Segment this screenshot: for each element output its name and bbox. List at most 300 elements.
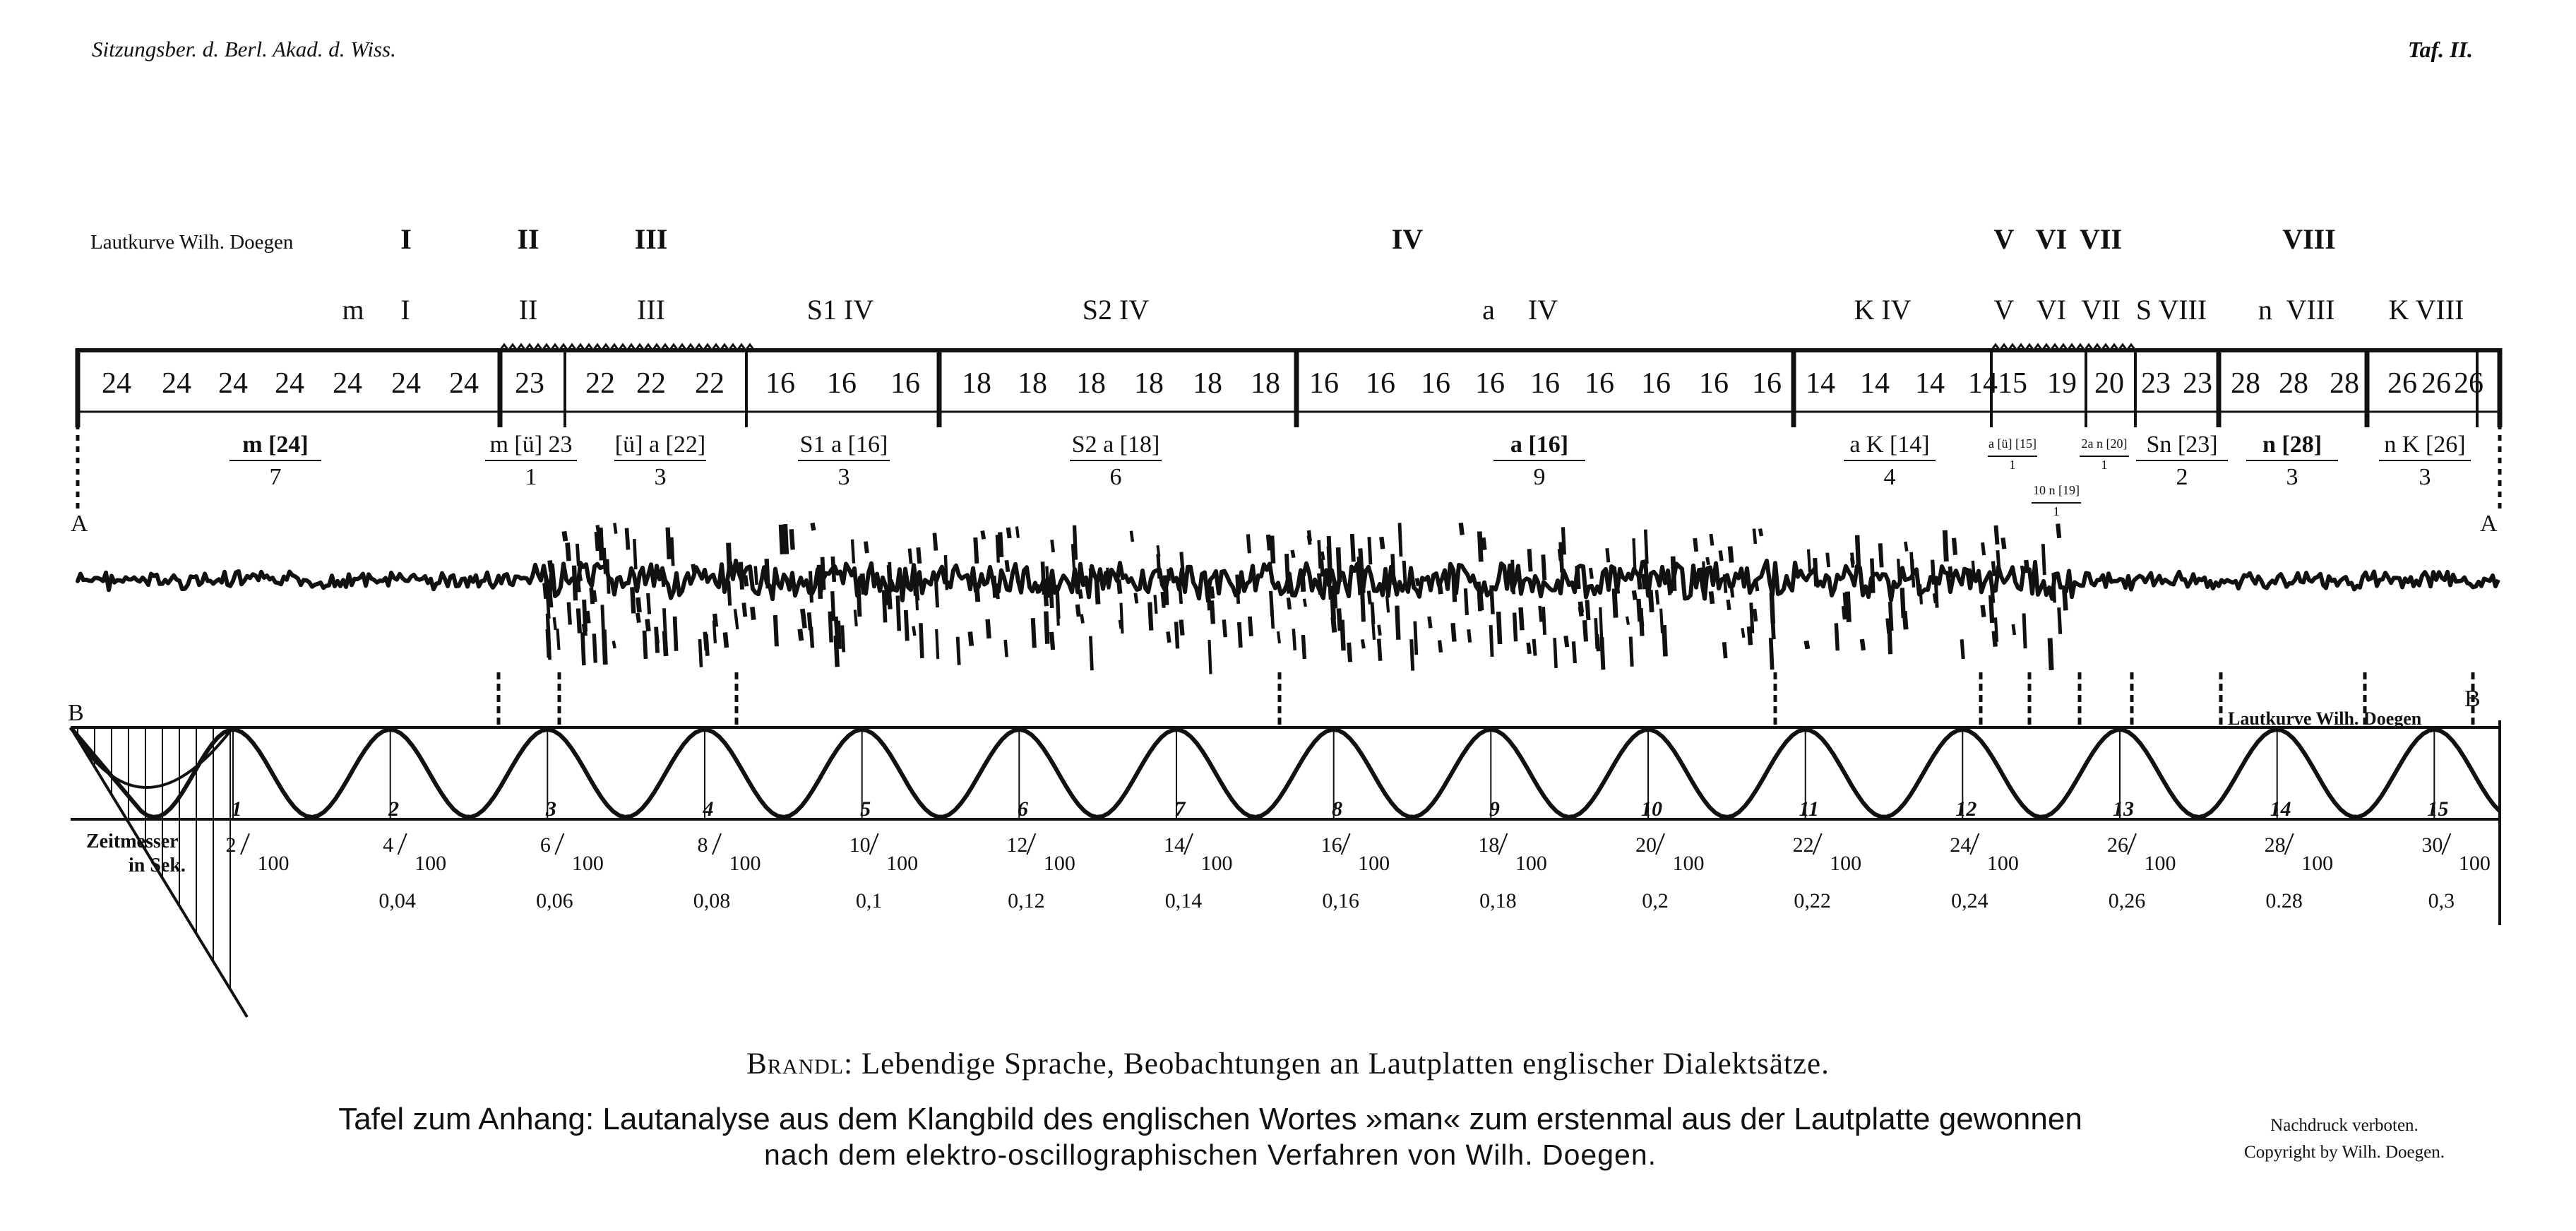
oscillogram-stroke [1469,629,1470,643]
oscillogram-stroke [1352,534,1354,561]
oscillogram-stroke [634,539,636,569]
oscillogram-stroke [1730,547,1731,563]
period-value: 18 [1134,367,1164,400]
oscillogram-stroke [1304,599,1306,607]
oscillogram-stroke [1742,628,1743,638]
sound-analysis-label: m [ü] 23 [489,432,573,458]
oscillogram-stroke [1097,578,1098,604]
segment-tick-marks [499,672,2473,727]
oscillogram-stroke [1091,569,1092,577]
oscillogram-stroke [1707,557,1709,565]
sound-analysis-count: 3 [2286,464,2298,490]
fraction-slash [1027,833,1035,855]
oscillogram-stroke [1303,635,1304,659]
oscillogram-stroke [558,629,559,650]
oscillogram-stroke [1808,549,1810,572]
oscillogram-stroke [554,617,556,630]
oscillogram-stroke [725,632,727,648]
wave-number: 8 [1332,797,1343,821]
oscillogram-stroke [859,583,860,617]
oscillogram-stroke [1349,643,1350,662]
oscillogram-stroke [550,561,551,572]
oscillogram-stroke [662,569,664,587]
oscillogram-stroke [1120,620,1121,629]
sound-analysis-label: Sn [23] [2146,432,2218,458]
oscillogram-stroke [1046,612,1047,644]
oscillogram-stroke [1278,631,1280,643]
oscillogram-stroke [812,523,813,530]
oscillogram-stroke [729,543,730,576]
oscillogram-stroke [1889,619,1890,654]
period-value: 22 [695,367,724,400]
oscillogram-stroke [1728,600,1729,610]
oscillogram-stroke [1902,588,1904,618]
oscillogram-stroke [1461,523,1462,535]
oscillogram-stroke [1701,568,1703,580]
oscillogram-stroke [823,557,824,590]
fraction-denominator: 100 [1515,852,1547,875]
oscillogram-stroke [1771,638,1772,670]
oscillogram-stroke [997,535,998,562]
oscillogram-stroke [2064,590,2065,610]
oscillogram-stroke [1935,593,1936,603]
oscillogram-stroke [1657,590,1658,605]
fraction-numerator: 28 [2264,833,2286,857]
oscillogram-stroke [584,624,585,636]
oscillogram-stroke [1404,561,1405,586]
oscillogram-stroke [833,557,834,582]
wave-number: 3 [545,797,556,821]
oscillogram-stroke [741,562,742,590]
oscillogram-stroke [1521,607,1522,630]
oscillogram-stroke [564,531,566,541]
oscillogram-stroke [1287,554,1288,584]
sound-analysis-count: 1 [2053,504,2060,518]
oscillogram-stroke [648,619,649,631]
oscillogram-stroke [1627,617,1628,625]
oscillogram-stroke [1711,591,1712,604]
oscillogram-stroke [830,612,831,643]
oscillogram-stroke [1806,641,1808,648]
period-value: 28 [2279,367,2308,400]
segment-label-7: a [1482,294,1495,326]
oscillogram-stroke [1483,537,1484,549]
oscillogram-stroke [1898,559,1900,582]
oscillogram-stroke [1587,600,1589,621]
caption-line-1 [0,1047,2576,1081]
oscillogram-stroke [1580,607,1582,616]
fraction-denominator: 100 [1830,852,1862,875]
oscillogram-stroke [604,548,605,574]
sound-analysis-count: 1 [2009,458,2016,472]
oscillogram-stroke [2043,544,2044,575]
period-value: 20 [2094,367,2124,400]
oscillogram-stroke [833,591,834,621]
oscillogram-stroke [1440,641,1441,653]
roman-top-4: IV [1391,223,1424,255]
oscillogram-stroke [1057,595,1059,626]
plate-number: Taf. II. [2407,37,2473,62]
oscillogram-stroke [2050,638,2051,670]
period-value: 23 [2141,367,2171,400]
timer-label-zeitmesser: Zeitmesser [86,831,179,852]
roman-top-2: II [517,223,539,255]
oscillogram-stroke [1724,642,1726,658]
fraction-slash [398,833,407,855]
oscillogram-stroke [756,566,757,585]
oscillogram-stroke [664,631,666,656]
oscillogram-stroke [842,625,844,652]
oscillogram-stroke [1731,587,1733,597]
oscillogram-stroke [588,611,589,623]
oscillogram-stroke [1080,590,1081,599]
oscillogram-stroke [1017,527,1018,538]
oscillogram-stroke [594,634,595,662]
oscillogram-stroke [1439,583,1441,594]
oscillogram-stroke [775,615,777,646]
sound-analysis-count: 1 [525,464,537,490]
wave-number: 7 [1174,797,1186,821]
oscillogram-stroke [1912,552,1913,578]
seconds-label: 0,04 [378,889,416,912]
oscillogram-stroke [1641,608,1642,636]
fraction-denominator: 100 [1672,852,1705,875]
oscillogram-stroke [1639,575,1640,590]
oscillogram-stroke [921,623,922,658]
period-value: 23 [515,367,544,400]
oscillogram-stroke [1006,560,1008,572]
plate-header-left: Sitzungsber. d. Berl. Akad. d. Wiss. [92,37,396,61]
oscillogram-stroke [1051,632,1053,650]
oscillogram-stroke [1945,530,1946,561]
period-value: 24 [333,367,362,400]
oscillogram-stroke [1872,559,1873,593]
segment-label-8: IV [1527,294,1558,326]
oscillogram-stroke [1755,609,1756,622]
oscillogram-stroke [1491,625,1492,657]
timer-curve-label: Lautkurve Wilh. Doegen [2228,708,2422,729]
fraction-denominator: 100 [415,852,447,875]
oscillogram-stroke [1239,622,1241,648]
oscillogram-stroke [1600,607,1602,642]
oscillogram-stroke [781,525,782,554]
oscillogram-stroke [645,631,646,659]
oscillogram-stroke [1998,550,1999,569]
oscillogram-stroke [1271,591,1272,617]
roman-top-5: V [1993,223,2015,255]
oscillogram-stroke [811,571,812,603]
oscillogram-stroke [936,582,938,607]
oscillogram-stroke [547,629,549,658]
oscillogram-stroke [1724,574,1726,593]
period-table [78,345,2500,427]
period-value: 16 [1530,367,1560,400]
period-value: 16 [827,367,857,400]
oscillogram-stroke [1479,582,1480,612]
oscillogram-stroke [1176,622,1178,649]
segment-label-5: S1 IV [806,294,874,326]
oscillogram-stroke [1078,605,1079,617]
fraction-slash [1813,833,1822,855]
oscillogram-stroke [1333,617,1335,632]
oscillogram-stroke [1973,561,1974,579]
time-scale-labels [226,797,2491,912]
wave-number: 5 [860,797,871,821]
fraction-numerator: 22 [1792,833,1814,857]
oscillogram-stroke [1664,625,1666,656]
fraction-denominator: 100 [886,852,919,875]
oscillogram-stroke [1212,587,1213,599]
sound-analysis-label: a K [14] [1849,432,1930,458]
fraction-slash [1342,833,1350,855]
period-value: 16 [1752,367,1782,400]
oscillogram-stroke [1338,547,1340,582]
oscillogram-stroke [916,582,917,611]
wave-number: 6 [1017,797,1028,821]
oscillogram-stroke [1368,591,1370,605]
oscillogram-stroke [1577,566,1578,589]
oscillogram-stroke [1212,600,1213,624]
oscillogram-stroke [752,607,753,619]
fraction-denominator: 100 [571,852,604,875]
oscillogram-stroke [1107,568,1109,590]
oscillogram-stroke [1720,551,1722,561]
oscillogram-stroke [1544,607,1545,635]
oscillogram-stroke [1387,596,1388,613]
wave-number: 12 [1955,797,1977,821]
sound-analysis-label: n [28] [2262,432,2322,458]
wave-number: 14 [2270,797,2291,821]
oscillogram-stroke [1530,549,1531,571]
oscillogram-stroke [1052,540,1054,552]
oscillogram-stroke [910,549,911,564]
seconds-label: 0,06 [536,889,573,912]
oscillogram-stroke [583,632,584,665]
oscillogram-stroke [1602,637,1603,670]
seconds-label: 0,18 [1479,889,1517,912]
seconds-label: 0,22 [1794,889,1831,912]
oscillogram-stroke [1954,538,1955,555]
oscillogram-stroke [970,631,972,646]
oscillogram-stroke [2053,573,2055,602]
oscillogram-stroke [1381,537,1383,549]
seconds-label: 0,16 [1322,889,1359,912]
oscillogram-stroke [1857,535,1859,569]
oscillogram-stroke [574,566,576,601]
oscillogram-stroke [913,626,914,636]
oscillogram-stroke [1362,639,1364,648]
sound-analysis-label: S2 a [18] [1071,432,1160,458]
oscillogram-stroke [1051,581,1052,608]
period-value: 16 [890,367,920,400]
fraction-denominator: 100 [729,852,761,875]
oscillogram-stroke [1369,537,1371,564]
oscillogram-stroke [1453,623,1455,641]
oscillogram-stroke [668,528,669,559]
oscillogram-stroke [1302,570,1304,591]
segment-label-16: K VIII [2388,294,2464,326]
period-value: 23 [2183,367,2212,400]
oscillogram-stroke [1643,574,1645,590]
fraction-denominator: 100 [2144,852,2176,875]
oscillogram-stroke [2003,538,2004,549]
oscillogram-stroke [1634,538,1635,573]
oscillogram-stroke [614,641,615,648]
oscillogram-stroke [982,531,984,540]
oscillogram-stroke [1379,639,1381,661]
oscillogram-stroke [852,540,854,564]
oscillogram-stroke [700,639,701,667]
seconds-label: 0,2 [1642,889,1669,912]
oscillogram-stroke [1491,585,1493,614]
fraction-slash [1184,833,1193,855]
segment-label-10: V [1993,294,2015,326]
oscillogram-stroke [715,614,716,626]
oscillogram-stroke [1453,571,1454,587]
fraction-numerator: 6 [539,833,551,857]
oscillogram-stroke [1563,527,1564,554]
oscillogram-stroke [614,523,616,534]
sound-analysis-label: a [16] [1510,432,1569,458]
oscillogram-stroke [1614,588,1616,617]
fraction-slash [1656,833,1664,855]
wave-number: 4 [703,797,714,821]
oscillogram-stroke [1268,535,1270,550]
legend-label: Lautkurve Wilh. Doegen [90,231,294,254]
oscillogram-stroke [1465,588,1467,615]
period-value: 16 [1475,367,1505,400]
oscillogram-stroke [2013,624,2015,635]
roman-top-6: VI [2035,223,2068,255]
oscillogram-stroke [767,559,768,588]
period-value: 22 [636,367,666,400]
oscillogram-stroke [1754,529,1755,545]
oscillogram-stroke [1208,581,1210,611]
oscillogram-stroke [638,597,640,612]
oscillogram-stroke [836,636,837,667]
oscillogram-stroke [996,583,998,599]
oscillogram-stroke [1090,636,1092,671]
oscillogram-stroke [898,595,899,631]
oscillogram-stroke [1224,619,1225,637]
period-value: 24 [275,367,304,400]
oscillogram-stroke [975,537,977,564]
oscillogram-stroke [1993,561,1994,576]
segment-label-1: m [342,294,364,326]
fraction-numerator: 16 [1320,833,1342,857]
fraction-numerator: 4 [383,833,394,857]
period-value: 16 [765,367,795,400]
marker-a-left: A [71,511,88,537]
period-value: 24 [102,367,131,400]
segment-label-2: I [400,294,410,326]
oscillogram-stroke [1673,557,1674,591]
oscillogram-stroke [1617,583,1618,594]
period-value: 14 [1860,367,1890,400]
wave-number: 1 [231,797,242,821]
oscillogram-stroke [811,627,813,648]
oscillogram-stroke [918,547,919,564]
oscillogram-stroke [600,528,602,560]
fraction-slash [2128,833,2136,855]
marker-a-right: A [2480,511,2498,537]
segment-label-9: K IV [1854,294,1912,326]
wave-number: 15 [2427,797,2449,821]
oscillogram-stroke [855,609,857,626]
oscillogram-stroke [1321,559,1323,577]
oscillogram-stroke [1319,573,1320,595]
sound-analysis-label: m [24] [242,432,309,458]
roman-top-7: VII [2079,223,2123,255]
oscillogram-stroke [2058,524,2059,538]
oscillogram-stroke [1372,602,1373,624]
sound-analysis-count: 1 [2101,458,2108,472]
oscillogram-stroke [594,590,595,602]
oscillogram-stroke [591,588,592,604]
oscillogram-stroke [809,612,811,630]
fraction-slash [1970,833,1979,855]
oscillogram-stroke [1585,620,1586,641]
fraction-numerator: 30 [2421,833,2443,857]
oscillogram-stroke [906,577,907,587]
period-value: 14 [1806,367,1835,400]
oscillogram-stroke [1158,554,1159,579]
oscillogram-stroke [1033,618,1034,648]
timer-wave [71,727,2500,817]
oscillogram-stroke [1862,639,1864,650]
oscillogram-stroke [1815,558,1816,586]
oscillogram-stroke [862,573,864,595]
period-value: 14 [1968,367,1998,400]
oscillogram-stroke [675,617,676,651]
oscillogram-stroke [1308,535,1310,545]
oscillogram-stroke [994,576,995,597]
oscillogram-stroke [1596,618,1597,648]
oscillogram-stroke [1119,580,1120,594]
period-value: 16 [1366,367,1395,400]
oscillogram-stroke [1162,592,1164,608]
sound-analysis-count: 4 [1883,464,1896,490]
segment-label-4: III [637,294,665,326]
oscillogram-stroke [946,555,947,590]
oscillogram-stroke [736,617,737,630]
oscillogram-stroke [890,562,891,593]
period-value: 16 [1421,367,1450,400]
seconds-label: 0,3 [2428,889,2455,912]
oscillogram-stroke [1479,532,1481,562]
oscillogram-stroke [1996,525,1998,545]
sound-analysis-label: S1 a [16] [799,432,888,458]
seconds-label: 0.28 [2265,889,2303,912]
oscillogram-stroke [705,632,706,650]
roman-numerals-top [400,223,2336,255]
wave-number: 11 [1799,797,1819,821]
fraction-numerator: 2 [225,833,237,857]
oscillogram-stroke [1393,554,1394,585]
oscillogram-stroke [1543,554,1544,580]
notice-reprint: Nachdruck verboten. [2270,1116,2419,1135]
wave-number: 9 [1489,797,1500,821]
oscillogram-stroke [549,590,551,607]
oscillogram-stroke [1950,566,1951,578]
period-value: 24 [391,367,421,400]
oscillogram-stroke [1165,576,1167,605]
oscillogram-stroke [1328,547,1330,577]
oscillogram-stroke [934,533,936,551]
oscillogram-stroke [577,544,578,566]
oscillogram-stroke [1513,560,1514,595]
period-value: 24 [162,367,191,400]
